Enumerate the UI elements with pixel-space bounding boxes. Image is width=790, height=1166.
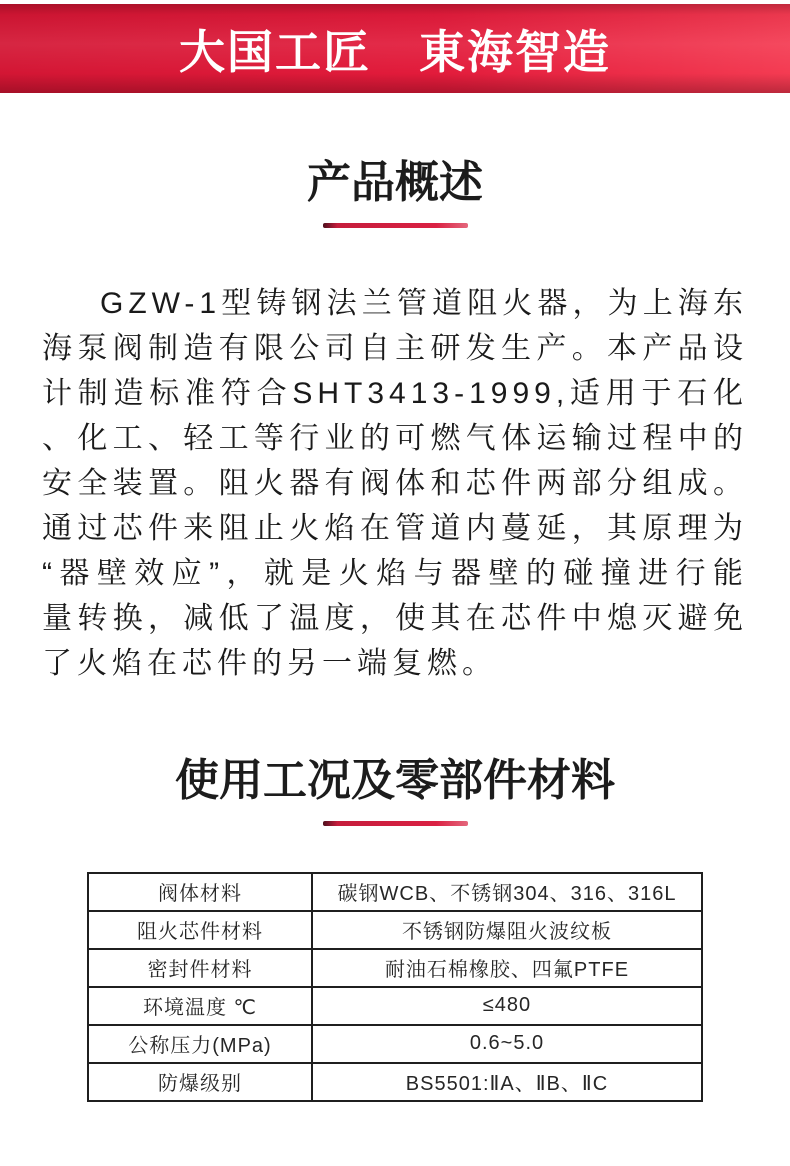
paragraph-line: 海泵阀制造有限公司自主研发生产。本产品设	[42, 331, 748, 365]
overview-section-title: 产品概述	[307, 158, 483, 207]
usage-section-title: 使用工况及零部件材料	[175, 755, 615, 805]
row-value: 碳钢WCB、不锈钢304、316、316L	[312, 873, 702, 911]
brand-banner	[0, 4, 790, 93]
row-value: 不锈钢防爆阻火波纹板	[312, 911, 702, 949]
row-label: 防爆级别	[88, 1063, 312, 1101]
table-row	[88, 949, 702, 987]
section-usage-materials	[0, 686, 790, 1102]
paragraph-line: 量转换，减低了温度，使其在芯件中熄灭避免	[42, 601, 748, 635]
row-label: 密封件材料	[88, 949, 312, 987]
section-product-overview	[0, 93, 790, 686]
row-value: 耐油石棉橡胶、四氟PTFE	[312, 949, 702, 987]
brand-banner-title: 大国工匠 東海智造	[179, 25, 611, 78]
paragraph-line: GZW-1型铸钢法兰管道阻火器，为上海东	[100, 286, 748, 320]
overview-title-underline	[323, 223, 468, 228]
product-description	[42, 281, 748, 686]
row-value: 0.6~5.0	[312, 1025, 702, 1063]
paragraph-line: 计制造标准符合SHT3413-1999,适用于石化	[42, 376, 748, 410]
table-row	[88, 873, 702, 911]
materials-table	[87, 872, 703, 1102]
paragraph-line: 、化工、轻工等行业的可燃气体运输过程中的	[42, 421, 748, 455]
row-label: 环境温度 ℃	[88, 987, 312, 1025]
row-label: 阀体材料	[88, 873, 312, 911]
table-row	[88, 987, 702, 1025]
row-label: 阻火芯件材料	[88, 911, 312, 949]
table-row	[88, 1025, 702, 1063]
paragraph-line: 了火焰在芯件的另一端复燃。	[42, 646, 497, 680]
usage-title-underline	[323, 821, 468, 826]
table-row	[88, 911, 702, 949]
paragraph-line: 安全装置。阻火器有阀体和芯件两部分组成。	[42, 466, 748, 500]
paragraph-line: 通过芯件来阻止火焰在管道内蔓延，其原理为	[42, 511, 748, 545]
product-page	[0, 93, 790, 1102]
paragraph-line: “器壁效应”，就是火焰与器壁的碰撞进行能	[42, 556, 748, 590]
row-label: 公称压力(MPa)	[88, 1025, 312, 1063]
row-value: BS5501:ⅡA、ⅡB、ⅡC	[312, 1063, 702, 1101]
row-value: ≤480	[312, 987, 702, 1025]
table-row	[88, 1063, 702, 1101]
